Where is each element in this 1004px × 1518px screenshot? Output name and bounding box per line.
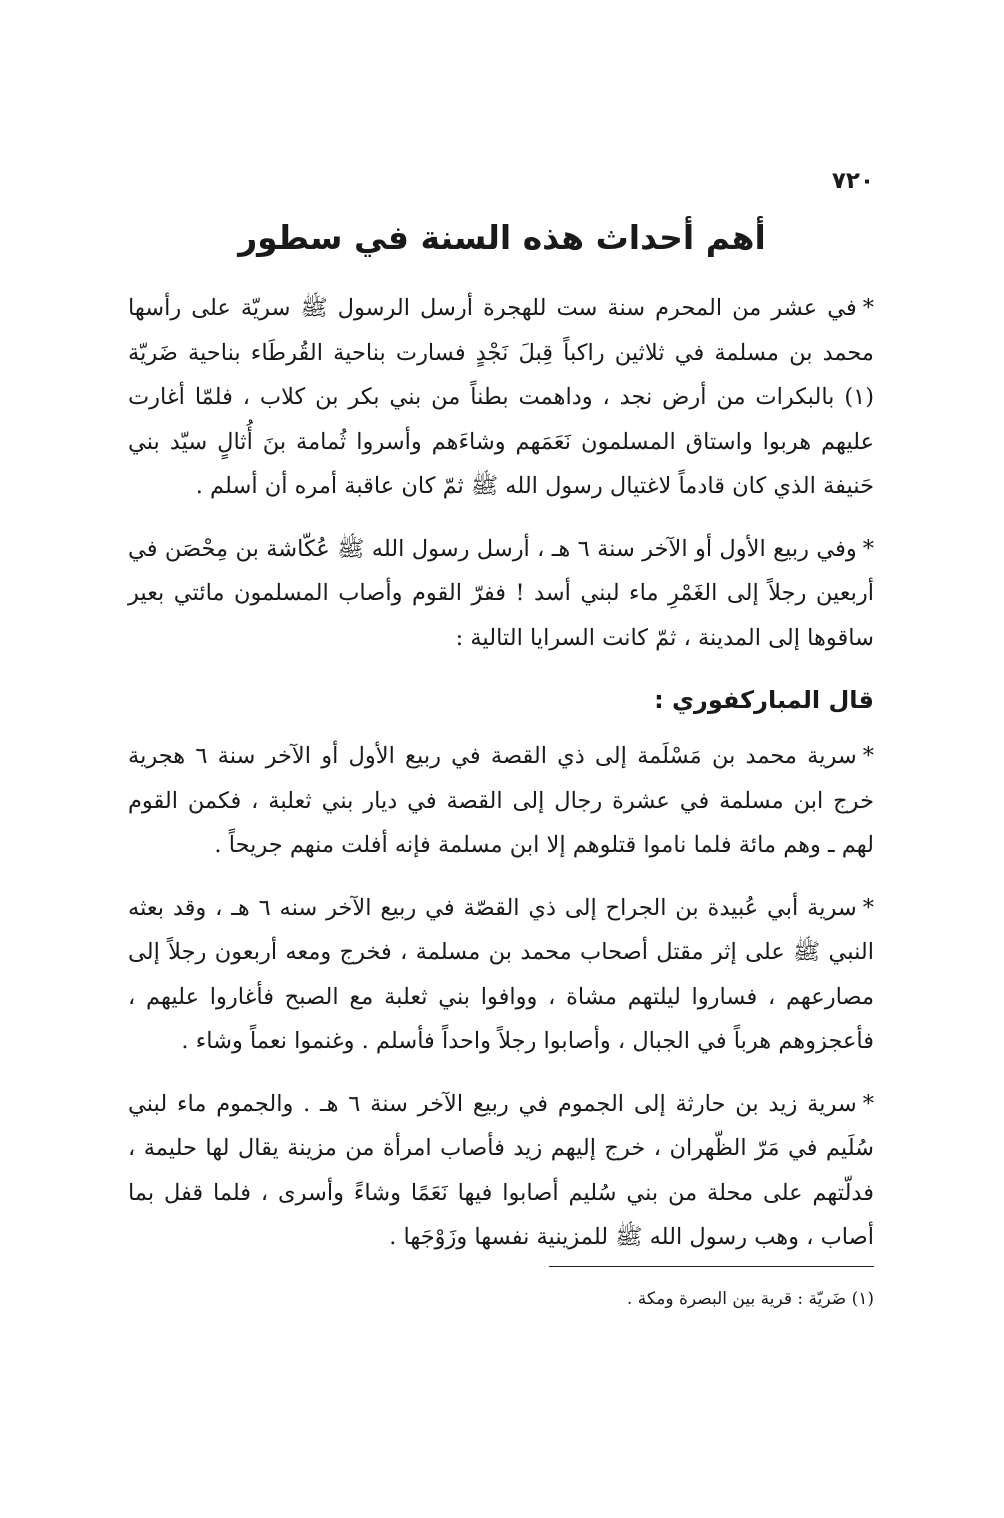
bullet-star: * xyxy=(862,894,874,921)
bullet-star: * xyxy=(862,535,874,562)
body-text xyxy=(128,286,874,1278)
paragraph-text: سرية زيد بن حارثة إلى الجموم في ربيع الآخر سنة ٦ هـ . والجموم ماء لبني سُلَيم في مَرّ الظّهران ، خرج إليهم زيد فأصاب امرأة من مزينة يقال لها حليمة ، فدلّتهم على محلة من بني سُليم أصابوا فيها نَعَمًا وشاءً وأسرى ، فلما قفل بما أصاب ، وهب رسول الله ﷺ للمزينية نفسها وزَوْجَها . xyxy=(128,1090,874,1250)
paragraph-text: في عشر من المحرم سنة ست للهجرة أرسل الرسول ﷺ سريّة على رأسها محمد بن مسلمة في ثلاثين راكباً قِبلَ نَجْدٍ فسارت بناحية القُرطَاء بناحية ضَريّة (١) بالبكرات من أرض نجد ، وداهمت بطناً من بني بكر بن كلاب ، فلمّا أغارت عليهم هربوا واستاق المسلمون نَعَمَهم وشاءَهم وأسروا ثُمامة بنَ أُثالٍ سيّد بني حَنيفة الذي كان قادماً لاغتيال رسول الله ﷺ ثمّ كان عاقبة أمره أن أسلم . xyxy=(128,295,874,499)
bullet-star: * xyxy=(862,1090,874,1117)
page-number: ٧٢٠ xyxy=(831,168,874,194)
paragraph xyxy=(128,527,874,661)
paragraph-text: وفي ربيع الأول أو الآخر سنة ٦ هـ ، أرسل رسول الله ﷺ عُكّاشة بن مِحْصَن في أربعين رجلاً إلى الغَمْرِ ماء لبني أسد ! ففرّ القوم وأصاب المسلمون مائتي بعير ساقوها إلى المدينة ، ثمّ كانت السرايا التالية : xyxy=(128,535,874,651)
bullet-star: * xyxy=(862,743,875,769)
footnote: (١) ضَريّة : قرية بين البصرة ومكة . xyxy=(626,1289,874,1309)
footnote-divider xyxy=(549,1266,874,1267)
bullet-star: * xyxy=(862,295,874,321)
section-heading: قال المباركفوري : xyxy=(654,686,874,714)
paragraph xyxy=(128,734,874,868)
paragraph xyxy=(128,286,874,509)
paragraph-text: سرية أبي عُبيدة بن الجراح إلى ذي القصّة في ربيع الآخر سنه ٦ هـ ، وقد بعثه النبي ﷺ على إثر مقتل أصحاب محمد بن مسلمة ، فخرج ومعه أربعون رجلاً إلى مصارعهم ، فساروا ليلتهم مشاة ، ووافوا بني ثعلبة مع الصبح فأغاروا عليهم ، فأعجزوهم هرباً في الجبال ، وأصابوا رجلاً واحداً فأسلم . وغنموا نعماً وشاء . xyxy=(128,894,874,1054)
paragraph xyxy=(128,886,874,1064)
paragraph xyxy=(128,1082,874,1260)
paragraph-text: سرية محمد بن مَسْلَمة إلى ذي القصة في ربيع الأول أو الآخر سنة ٦ هجرية خرج ابن مسلمة في عشرة رجال إلى القصة في ديار بني ثعلبة ، فكمن القوم لهم ـ وهم مائة فلما ناموا قتلوهم إلا ابن مسلمة فإنه أفلت منهم جريحاً . xyxy=(128,743,874,858)
page-title: أهم أحداث هذه السنة في سطور xyxy=(238,218,766,257)
